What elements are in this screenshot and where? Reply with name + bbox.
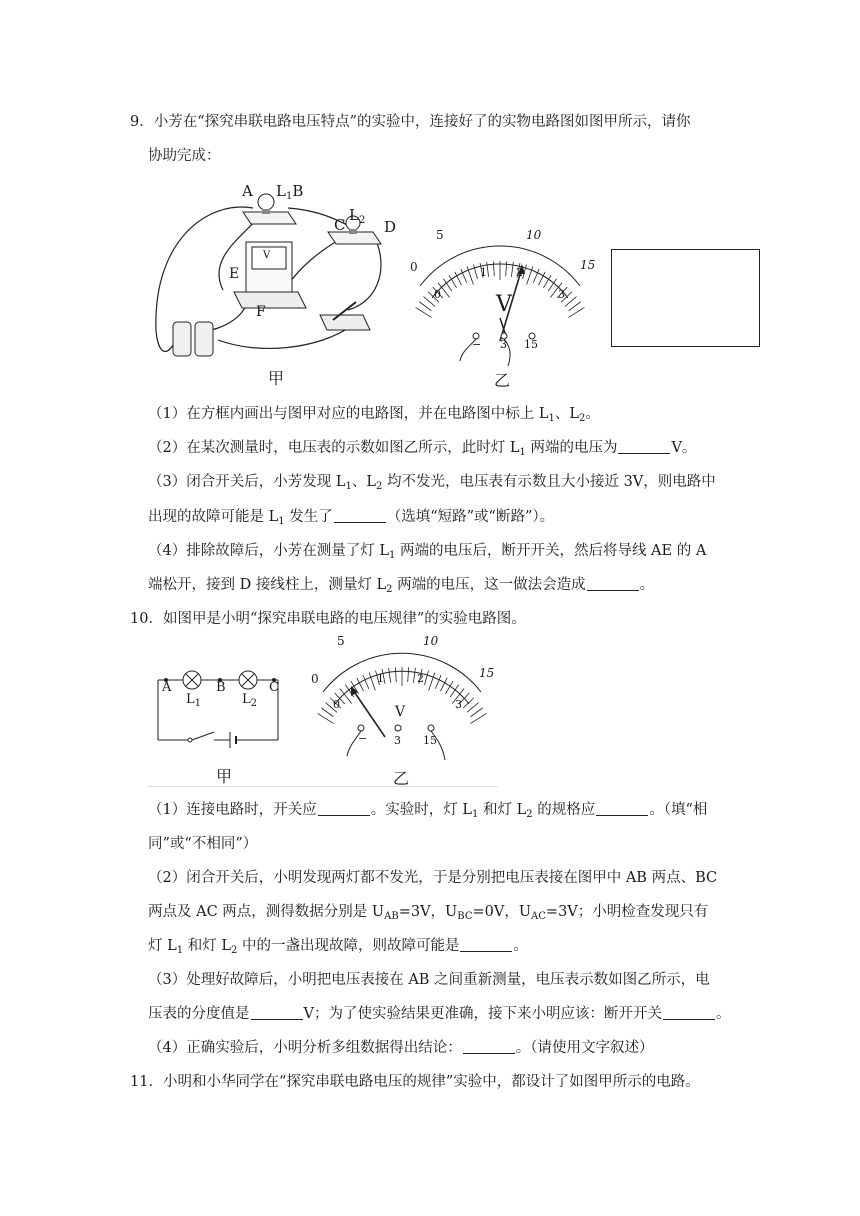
q11-stem: 11．小明和小华同学在“探究串联电路电压的规律”实验中，都设计了如图甲所示的电路。 (130, 1074, 700, 1090)
label-F: F (256, 304, 266, 320)
q10-figure-divider (148, 786, 498, 787)
q10-part1-line1: （1）连接电路时，开关应 。实验时，灯 $L_1$ 和灯 $L_2$ 的规格应 。（填“相 (148, 802, 708, 820)
q9-stem-line1: 9．小芳在“探究串联电路电压特点”的实验中，连接好了的实物电路图如图甲所示，请你 (130, 114, 691, 130)
tick-label-15: 15 (479, 666, 495, 680)
dial-tick (369, 673, 375, 691)
q9-part1: （1）在方框内画出与图甲对应的电路图，并在电路图中标上 $L_1$、$L_2$。 (148, 406, 600, 424)
q9-part3-line2: 出现的故障可能是 $L_1$ 发生了 （选填“短路”或“断路”）。 (148, 509, 555, 527)
q9-part3-line1: （3）闭合开关后，小芳发现 $L_1$、$L_2$ 均不发光，电压表有示数且大小接近 3V，则电路中 (148, 474, 716, 492)
tick-label-zero-bottom: 0 (434, 288, 441, 301)
tick-label-1: 1 (480, 266, 487, 279)
terminal-minus: − (472, 338, 482, 351)
tick-label-10: 10 (526, 228, 542, 242)
q10-part4-blank[interactable] (463, 1039, 515, 1054)
q10-caption-jia: 甲 (216, 767, 233, 786)
q9-stem-line2: 协助完成： (148, 148, 221, 164)
dial-tick (357, 678, 364, 691)
dial-tick (413, 668, 415, 683)
dial-tick (440, 678, 447, 691)
tick-label-3: 3 (455, 698, 462, 711)
label-A: A (242, 182, 253, 200)
tick-label-10: 10 (423, 634, 439, 648)
dial-tick (565, 297, 576, 307)
label-C: C (269, 680, 279, 695)
label-D: D (384, 218, 397, 236)
dial-tick (425, 671, 429, 685)
label-L2: $L_2$ (349, 206, 366, 226)
dial-tick (506, 261, 507, 276)
q9-part2: （2）在某次测量时，电压表的示数如图乙所示，此时灯 $L_1$ 两端的电压为 V。 (148, 440, 697, 458)
dial-tick (363, 675, 369, 689)
label-L2: $L_2$ (242, 692, 258, 709)
terminal-3: 3 (500, 338, 507, 351)
tick-label-2: 2 (516, 266, 523, 279)
q10-caption-yi: 乙 (393, 769, 410, 788)
q10-figure-yi (303, 632, 498, 782)
label-L1: $L_1$ (186, 692, 202, 709)
q9-part4-line1: （4）排除故障后，小芳在测量了灯 $L_1$ 两端的电压后，断开开关，然后将导线 AE 的 A (148, 543, 707, 561)
q10-part4: （4）正确实验后，小明分析多组数据得出结论： 。（请使用文字叙述） (148, 1040, 654, 1056)
label-C: C (334, 216, 346, 234)
q10-part3-line1: （3）处理好故障后，小明把电压表接在 AB 之间重新测量，电压表示数如图乙所示，电 (148, 972, 710, 988)
dial-tick (321, 708, 333, 717)
q9-caption-yi: 乙 (494, 371, 511, 390)
meter-v-label: V (496, 292, 512, 317)
tick-label-zero-top: 0 (410, 260, 418, 274)
dial-tick (408, 667, 409, 682)
tick-label-2: 2 (417, 672, 424, 685)
terminal-15: 15 (423, 734, 437, 747)
q9-figure-jia (148, 180, 398, 390)
dial-tick (429, 673, 435, 691)
dial-tick (395, 667, 396, 682)
dial-tick (493, 261, 494, 276)
q10-part1-line2: 同”或“不相同”） (148, 836, 258, 852)
terminal-3: 3 (394, 734, 401, 747)
dial-tick (389, 668, 391, 683)
q10-part3-blank1[interactable] (251, 1005, 303, 1020)
q10-stem: 10．如图甲是小明“探究串联电路的电压规律”的实验电路图。 (130, 611, 526, 627)
q10-part2-line1: （2）闭合开关后，小明发现两灯都不发光，于是分别把电压表接在图甲中 AB 两点、BC (148, 870, 718, 886)
q9-answer-box[interactable] (611, 249, 760, 347)
q10-part2-line3: 灯 $L_1$ 和灯 $L_2$ 中的一盏出现故障，则故障可能是 。 (148, 938, 528, 956)
tick-label-3: 3 (558, 288, 565, 301)
q9-part4-line2: 端松开，接到 D 接线柱上，测量灯 $L_2$ 两端的电压，这一做法会造成 。 (148, 577, 655, 595)
q10-part1-blank2[interactable] (596, 801, 648, 816)
label-B: B (216, 680, 226, 695)
dial-tick (419, 302, 431, 311)
q10-part2-blank[interactable] (460, 937, 512, 952)
dial-tick (435, 675, 441, 689)
q9-part2-blank[interactable] (618, 439, 670, 454)
label-A: A (162, 680, 172, 695)
meter-v-label: V (395, 704, 406, 720)
label-E: E (229, 266, 240, 282)
dial-tick (569, 302, 581, 311)
tick-label-zero-top: 0 (311, 672, 319, 686)
q10-part1-blank1[interactable] (318, 801, 370, 816)
tick-label-1: 1 (377, 672, 384, 685)
q9-caption-jia: 甲 (268, 369, 285, 388)
tick-label-15: 15 (580, 258, 596, 272)
dial-tick (511, 262, 513, 277)
q10-part3-line2: 压表的分度值是 V；为了使实验结果更准确，接下来小明应该：断开开关 。 (148, 1006, 731, 1022)
q9-part4-blank[interactable] (587, 576, 639, 591)
dial-tick (450, 685, 459, 697)
dial-tick (471, 708, 483, 717)
terminal-15: 15 (524, 338, 538, 351)
label-L1: $L_1B$ (276, 182, 304, 202)
tick-label-zero-bottom: 0 (333, 698, 340, 711)
q10-part2-line2: 两点及 AC 两点，测得数据分别是 $U_{AB}=3V$，$U_{BC}=0V$，$U_{AC}=3V$；小明检查发现只有 (148, 904, 709, 922)
q9-figure-yi (400, 226, 600, 376)
q10-part3-blank2[interactable] (663, 1005, 715, 1020)
meter-face-label: V (263, 250, 271, 261)
terminal-minus: − (358, 732, 368, 745)
tick-label-5: 5 (436, 228, 444, 242)
tick-label-5: 5 (337, 634, 345, 648)
q9-part3-blank[interactable] (334, 508, 386, 523)
